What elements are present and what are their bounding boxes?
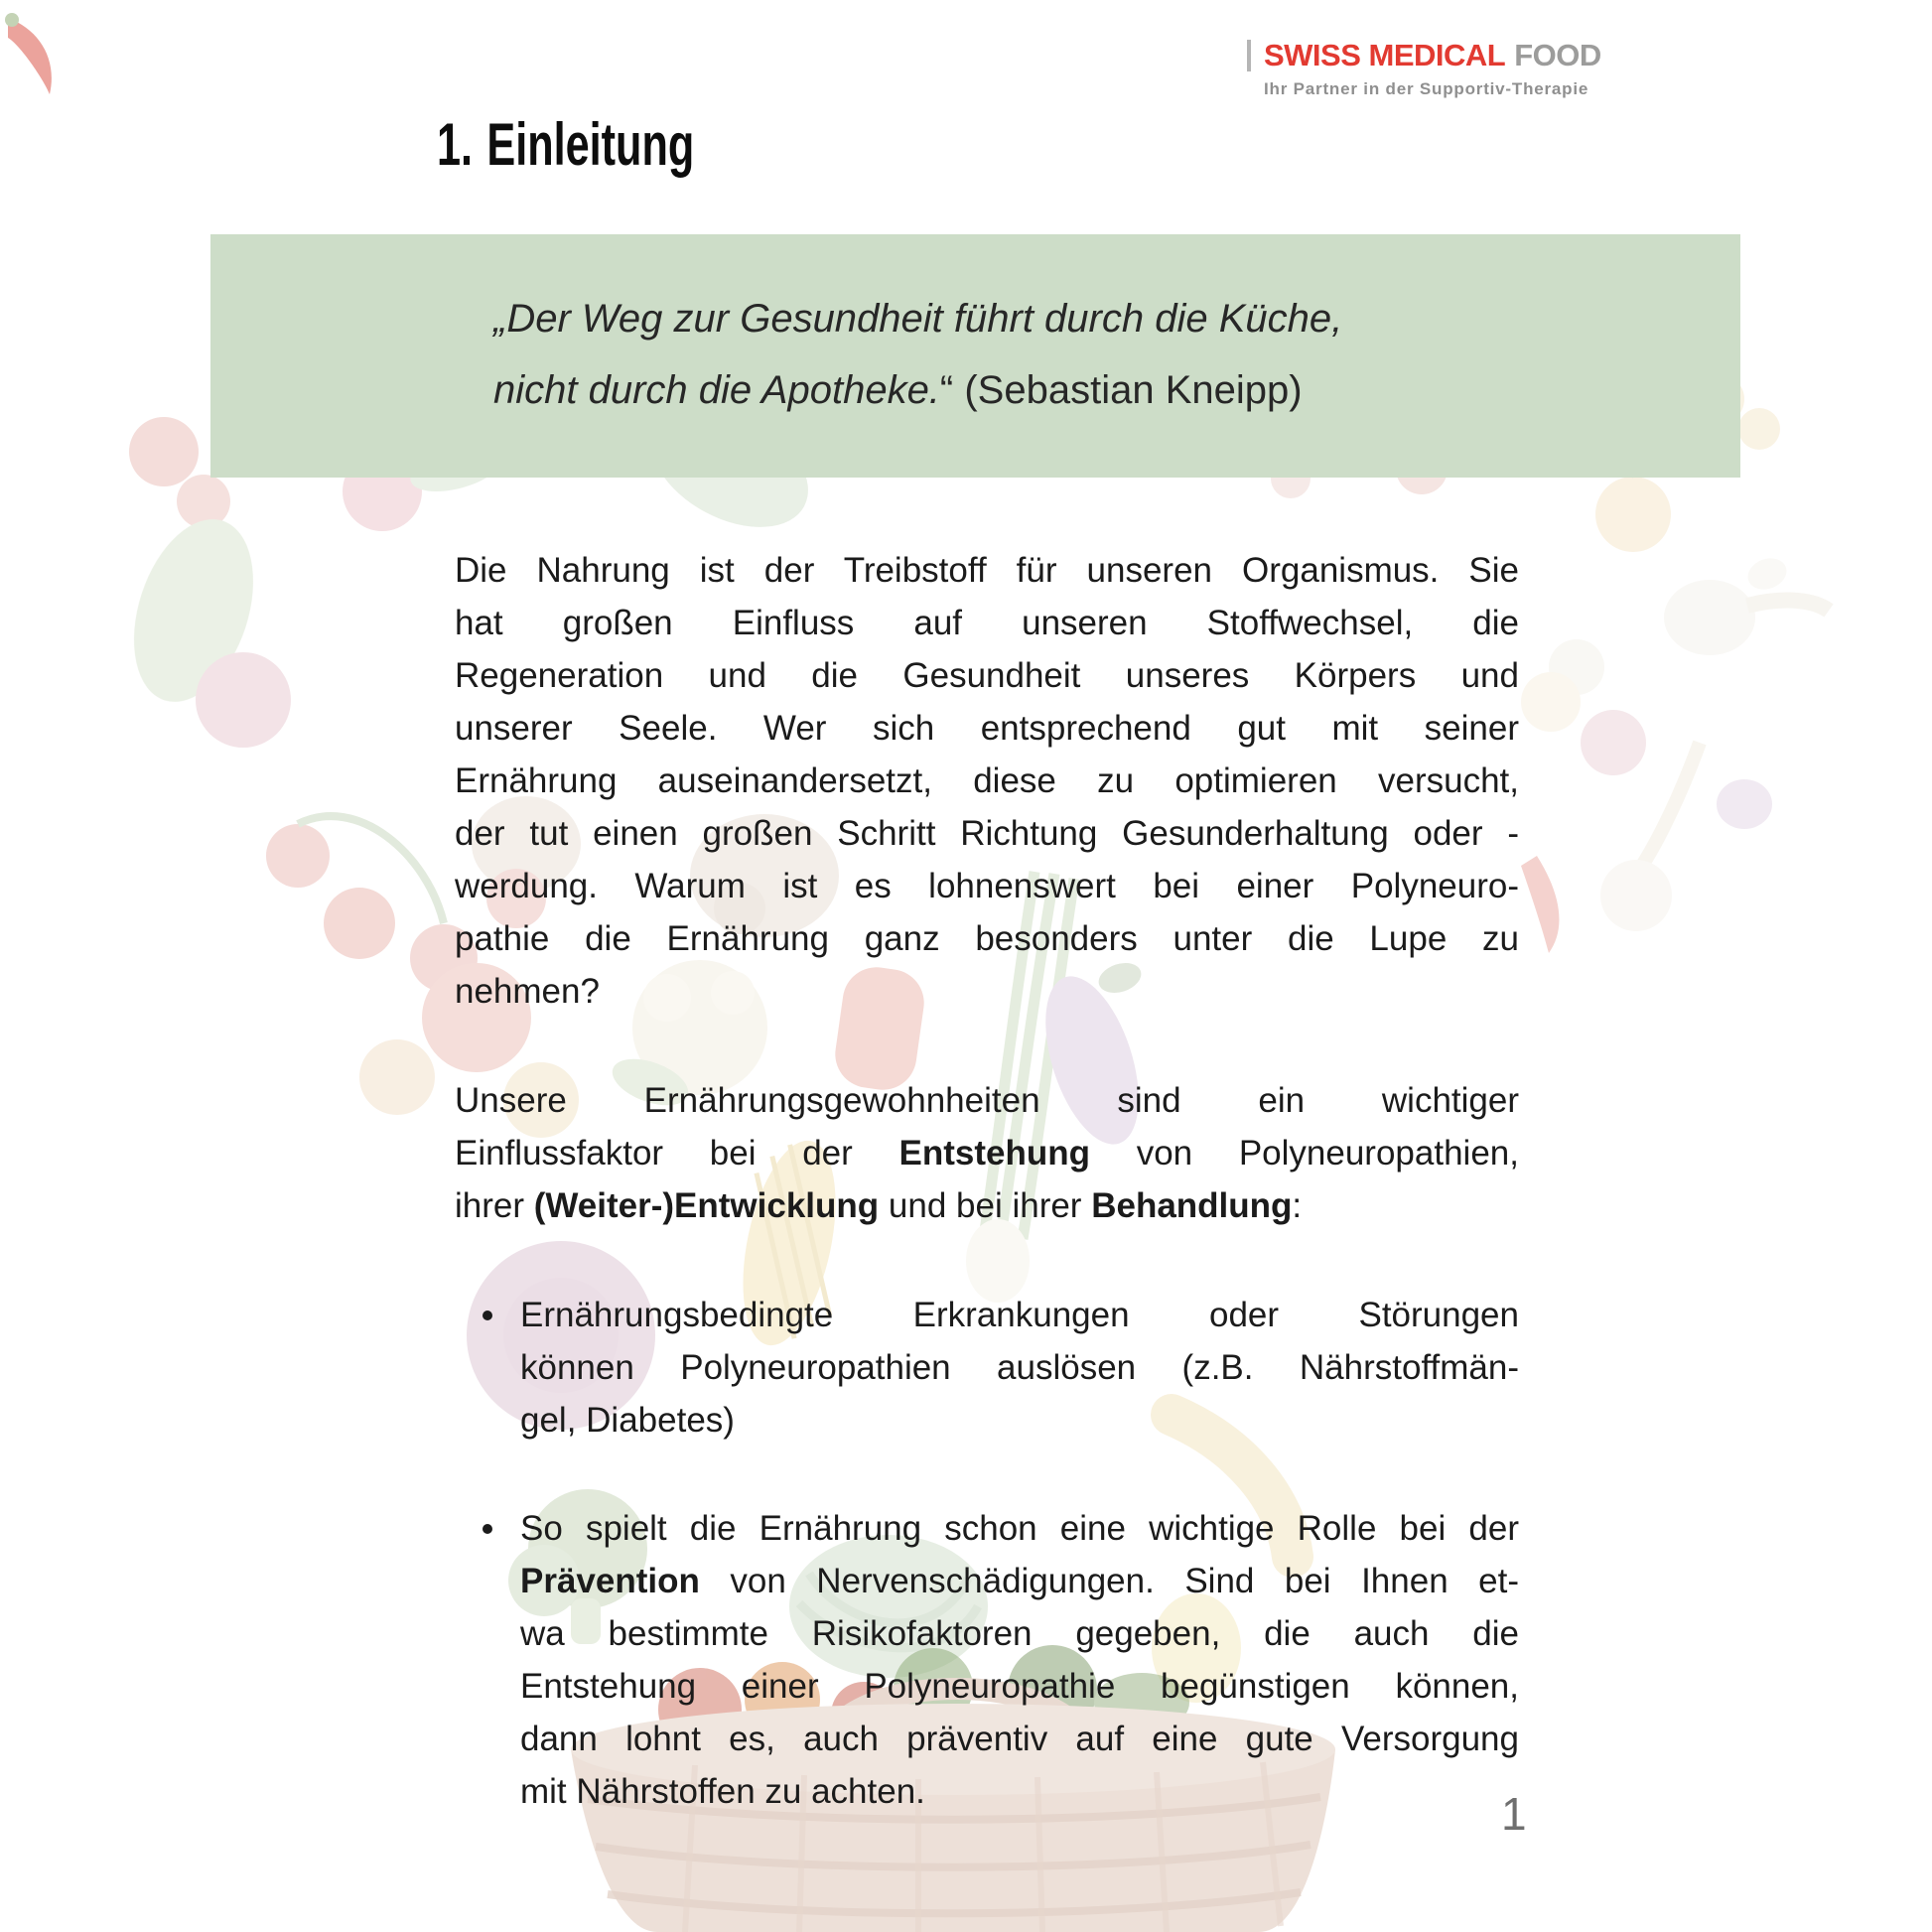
paragraph-intro [455,544,1519,1018]
text-line: Ernährung auseinandersetzt, diese zu optimieren versucht, [455,761,1519,800]
quote-line-1-text: „Der Weg zur Gesundheit führt durch die Küche, [493,297,1343,341]
text-line: gel, Diabetes) [520,1401,735,1440]
quote-attribution: “ (Sebastian Kneipp) [939,368,1303,412]
text-segment: : [1292,1186,1303,1225]
text-line: wa bestimmte Risikofaktoren gegeben, die auch die [520,1614,1519,1653]
text-segment: ihrer [455,1186,534,1225]
text-line [520,1555,1519,1607]
quote-text [493,283,1342,426]
text-segment: von Nervenschädigungen. Sind bei Ihnen et- [699,1562,1519,1600]
bold-term-behandlung: Behandlung [1091,1186,1293,1225]
text-line: nehmen? [455,972,600,1011]
bold-term-weiterentwicklung: (Weiter-)Entwicklung [533,1186,880,1225]
text-line: Ernährungsbedingte Erkrankungen oder Störungen [520,1296,1519,1334]
quote-box [210,234,1740,478]
paragraph-influence [455,1074,1519,1232]
text-line: mit Nährstoffen zu achten. [520,1772,925,1811]
logo-brand-primary: SWISS MEDICAL [1264,38,1506,72]
chili-pepper-icon [5,13,52,94]
heading-number: 1. [437,111,474,178]
text-line: pathie die Ernährung ganz besonders unter die Lupe zu [455,919,1519,958]
quote-line-1 [493,283,1342,354]
text-line: So spielt die Ernährung schon eine wichtige Rolle bei der [520,1509,1519,1548]
bullet-dot [483,1311,492,1320]
bold-term-praevention: Prävention [520,1562,700,1600]
text-line: dann lohnt es, auch präventiv auf eine gute Versorgung [520,1720,1519,1758]
text-segment: Einflussfaktor bei der [455,1134,899,1173]
text-line: Unsere Ernährungsgewohnheiten sind ein wichtiger [455,1081,1519,1120]
bullet-item-2 [455,1502,1519,1818]
quote-line-2 [493,354,1342,426]
text-line: werdung. Warum ist es lohnenswert bei einer Polyneuro- [455,867,1519,905]
text-line: können Polyneuropathien auslösen (z.B. Nährstoffmän- [520,1348,1519,1387]
body-text-column [455,544,1519,1873]
section-heading [437,111,695,178]
text-line: unserer Seele. Wer sich entsprechend gut mit seiner [455,709,1519,748]
text-line [455,1179,1519,1232]
text-line: Die Nahrung ist der Treibstoff für unseren Organismus. Sie [455,551,1519,590]
logo-brand-secondary: FOOD [1514,38,1601,72]
heading-title: Einleitung [486,111,695,178]
text-line: Entstehung einer Polyneuropathie begünstigen können, [520,1667,1519,1706]
text-segment: und bei ihrer [879,1186,1092,1225]
text-line: der tut einen großen Schritt Richtung Gesunderhaltung oder - [455,814,1519,853]
page-number: 1 [1501,1788,1527,1840]
logo-brand-row [1247,38,1601,73]
bullet-dot [483,1524,492,1534]
text-line: hat großen Einfluss auf unseren Stoffwechsel, die [455,604,1519,642]
text-line: Regeneration und die Gesundheit unseres Körpers und [455,656,1519,695]
logo-swiss-medical-food [1247,38,1601,99]
text-segment: von Polyneuropathien, [1089,1134,1519,1173]
bold-term-entstehung: Entstehung [898,1134,1090,1173]
logo-divider-bar [1247,40,1251,71]
quote-line-2-text: nicht durch die Apotheke. [493,368,940,412]
logo-tagline: Ihr Partner in der Supportiv-Therapie [1264,79,1589,98]
text-line [455,1127,1519,1179]
bullet-item-1 [455,1289,1519,1447]
